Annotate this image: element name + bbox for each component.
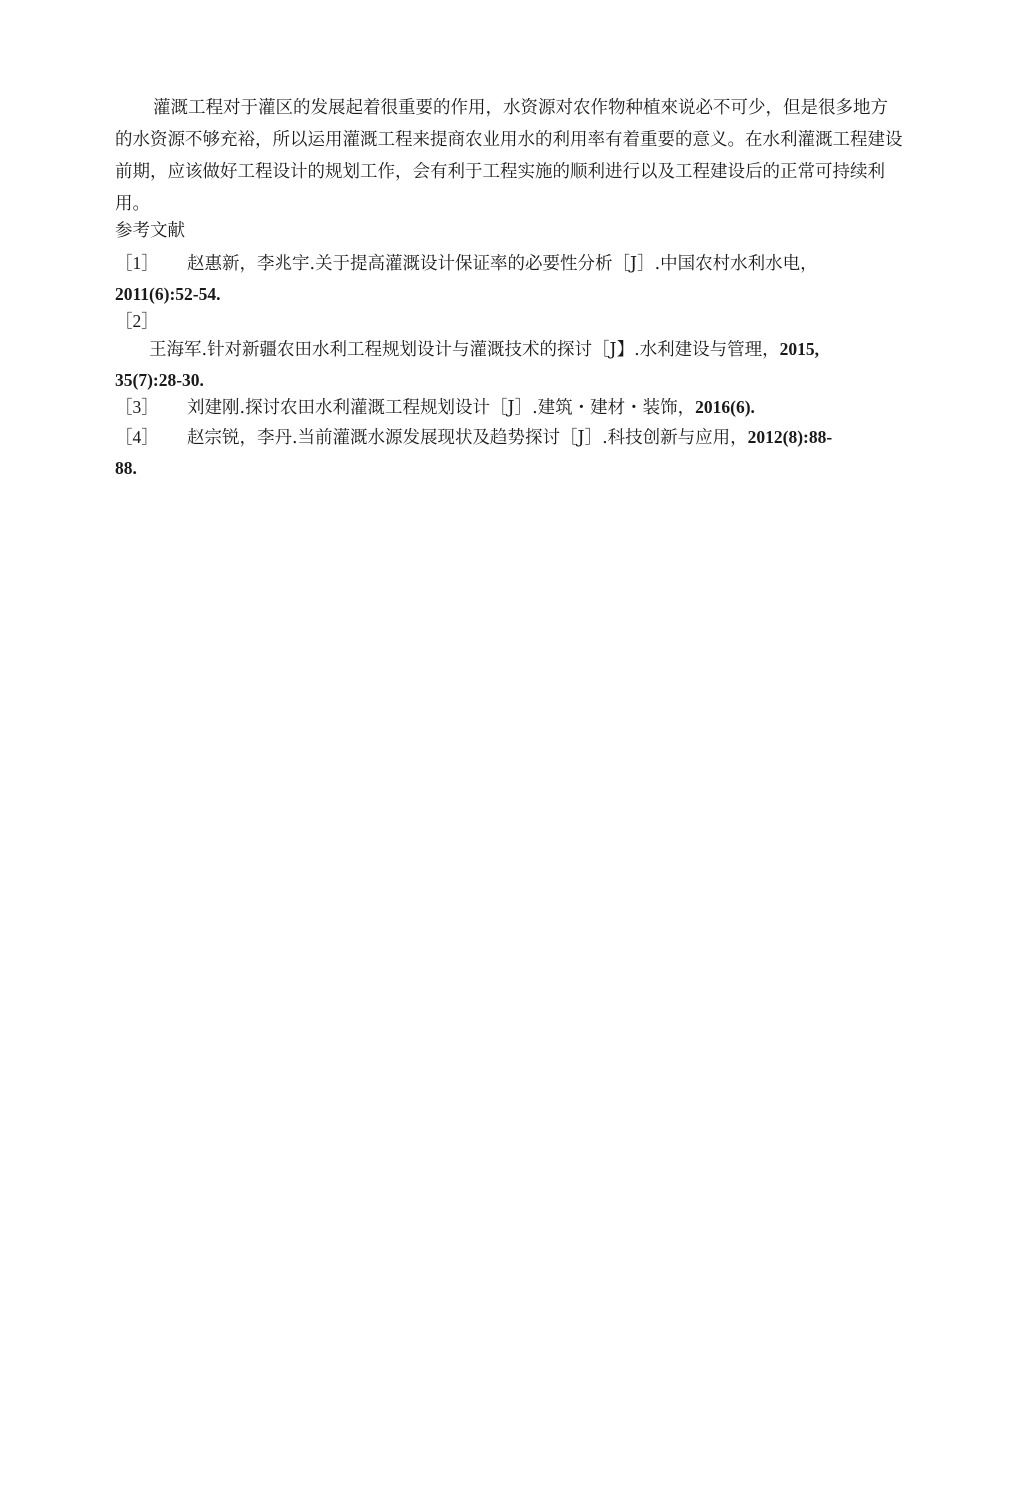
- reference-citation-tail: 88.: [115, 458, 137, 478]
- reference-item: [115, 306, 905, 337]
- reference-citation-tail: 35(7):28-30.: [115, 370, 204, 390]
- reference-number: ［4］: [115, 427, 159, 447]
- reference-citation-tail: 2011(6):52-54.: [115, 284, 221, 304]
- reference-item: [115, 248, 905, 310]
- reference-citation-inline: 2016(6).: [695, 397, 755, 417]
- body-paragraph: [115, 92, 905, 220]
- reference-number: ［1］: [115, 253, 159, 273]
- reference-text: 刘建刚.探讨农田水利灌溉工程规划设计［J］.建筑・建材・装饰，: [187, 398, 696, 418]
- reference-text: 赵惠新，李兆宇.关于提高灌溉设计保证率的必要性分析［J］.中国农村水利水电，: [187, 254, 818, 274]
- reference-text: 赵宗锐，李丹.当前灌溉水源发展现状及趋势探讨［J］.科技创新与应用，: [187, 428, 748, 448]
- reference-item-continuation: [115, 334, 905, 396]
- reference-citation-inline: 2015,: [779, 339, 820, 359]
- reference-item: [115, 392, 905, 423]
- reference-citation-inline: 2012(8):88-: [747, 427, 833, 447]
- reference-number: ［2］: [115, 311, 159, 331]
- reference-text: 王海军.针对新疆农田水利工程规划设计与灌溉技术的探讨［J】.水利建设与管理，: [149, 340, 780, 360]
- reference-number: ［3］: [115, 397, 159, 417]
- body-paragraph-text: 灌溉工程对于灌区的发展起着很重要的作用，水资源对农作物种植來说必不可少，但是很多地方的水资源不够充裕，所以运用灌溉工程来提商农业用水的利用率有着重要的意义。在水利灌溉工程建设前期，应该做好工程设计的规划工作，会有利于工程实施的顺利进行以及工程建设后的正常可持续利用。: [115, 98, 903, 214]
- reference-item: [115, 422, 905, 484]
- references-heading: 参考文献: [115, 221, 185, 241]
